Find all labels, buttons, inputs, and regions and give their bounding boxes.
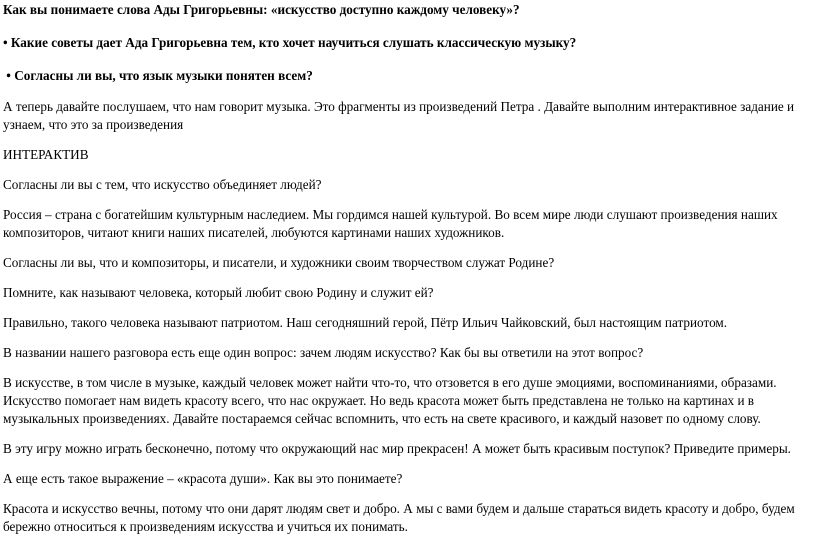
paragraph-why-art: В названии нашего разговора есть еще один вопрос: зачем людям искусство? Как бы вы ответили на этот вопрос?	[3, 345, 644, 360]
question-heading-1: Как вы понимаете слова Ады Григорьевны: «искусство доступно каждому человеку»?	[3, 2, 520, 17]
paragraph-patriot-answer: Правильно, такого человека называют патриотом. Наш сегодняшний герой, Пётр Ильич Чайковский, был настоящим патриотом.	[3, 315, 728, 330]
paragraph-russia-heritage: Россия – страна с богатейшим культурным наследием. Мы гордимся нашей культурой. Во всем мире люди слушают произведения наших композиторов, читают книги наших писателей, любуются картинами наших художников.	[3, 207, 778, 240]
paragraph-question-unites: Согласны ли вы с тем, что искусство объединяет людей?	[3, 177, 322, 192]
question-heading-2: • Какие советы дает Ада Григорьевна тем, кто хочет научиться слушать классическую музыку?	[3, 35, 577, 50]
paragraph-beauty-of-soul: А еще есть такое выражение – «красота души». Как вы это понимаете?	[3, 471, 403, 486]
paragraph-intro: А теперь давайте послушаем, что нам говорит музыка. Это фрагменты из произведений Петра . Давайте выполним интерактивное задание и узнаем, что это за произведения	[3, 99, 795, 132]
paragraph-art-beauty: В искусстве, в том числе в музыке, каждый человек может найти что-то, что отзовется в его душе эмоциями, воспоминаниями, образами. Искусство помогает нам видеть красоту всего, что нас окружает. Но ведь красота может быть представлена не только на картинах и в музыкальных произведениях. Давайте постараемся сейчас вспомнить, что есть на свете красивого, и каждый назовет по одному слову.	[3, 375, 777, 426]
paragraph-conclusion: Красота и искусство вечны, потому что они дарят людям свет и добро. А мы с вами будем и дальше стараться видеть красоту и добро, будем бережно относиться к произведениям искусства и учиться их понимать.	[3, 501, 795, 534]
paragraph-interactive-label: ИНТЕРАКТИВ	[3, 147, 89, 162]
paragraph-question-patriot: Помните, как называют человека, который любит свою Родину и служит ей?	[3, 285, 434, 300]
paragraph-question-serve-homeland: Согласны ли вы, что и композиторы, и писатели, и художники своим творчеством служат Родине?	[3, 255, 555, 270]
question-heading-3: • Согласны ли вы, что язык музыки понятен всем?	[3, 68, 313, 83]
paragraph-game: В эту игру можно играть бесконечно, потому что окружающий нас мир прекрасен! А может быть красивым поступок? Приведите примеры.	[3, 441, 791, 456]
